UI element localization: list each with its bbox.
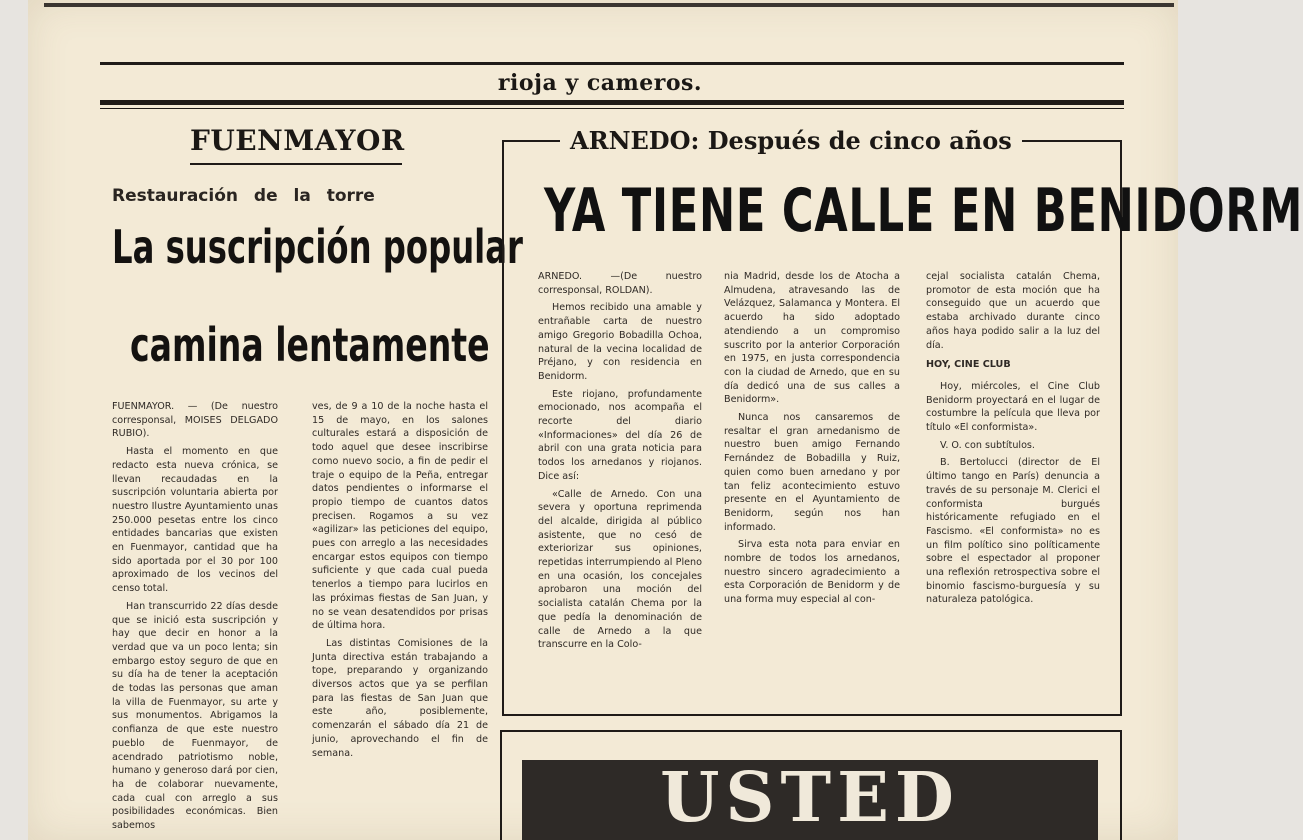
left-article-headline-line1: La suscripción popular: [112, 220, 523, 274]
paragraph: Sirva esta nota para enviar en nombre de todos los arnedanos, nuestro sincero agradecimiento a esta Corporación de Benidorm y de una forma muy especial al con-: [724, 539, 900, 606]
right-article-column-2: [724, 270, 900, 690]
paragraph: cejal socialista catalán Chema, promotor de esta moción que ha conseguido que un acuerdo que estaba archivado durante cinco años haya podido salir a la luz del día.: [926, 271, 1100, 351]
right-article-headline: YA TIENE CALLE EN BENIDORM: [544, 176, 1303, 246]
right-article-column-3: [926, 270, 1100, 690]
left-article-subhead: Restauración de la torre: [112, 186, 375, 206]
paragraph: Las distintas Comisiones de la Junta directiva están trabajando a tope, preparando y organizando diversos actos que ya se perfilan para las fiestas de San Juan que este año, posiblemente, comenzarán el sábado día 21 de junio, aprovechando el fin de semana.: [312, 637, 488, 759]
paragraph: Este riojano, profundamente emocionado, nos acompaña el recorte del diario «Informaciones» del día 26 de abril con una grata noticia para todos los arnedanos y riojanos. Dice así:: [538, 388, 702, 482]
paragraph: ARNEDO. —(De nuestro corresponsal, ROLDAN).: [538, 271, 702, 296]
left-article-headline-line2: camina lentamente: [130, 318, 490, 372]
paragraph: Hoy, miércoles, el Cine Club Benidorm proyectará en el lugar de costumbre la película que lleva por título «El conformista».: [926, 380, 1100, 434]
paragraph: Hasta el momento en que redacto esta nueva crónica, se llevan recaudadas en la suscripción voluntaria abierta por nuestro Ilustre Ayuntamiento unas 250.000 pesetas entre los cinco entidades bancarias que existen en Fuenmayor, cantidad que ha sido aportada por el 30 por 100 aproximado de los vecinos del censo total.: [112, 446, 278, 595]
paragraph: B. Bertolucci (director de El último tango en París) denuncia a través de su personaje M. Clerici el conformista burgués históricamente refugiado en el Fascismo. «El conformista» no es un film político sino políticamente sobre el espectador al proponer una reflexión retrospectiva sobre el binomio fascismo-burguesía y su naturaleza patológica.: [926, 457, 1100, 606]
right-article-kicker: ARNEDO: Después de cinco años: [560, 126, 1022, 155]
right-article-column-1: [538, 270, 702, 690]
left-article-column-2: [312, 400, 488, 840]
paragraph: Hemos recibido una amable y entrañable carta de nuestro amigo Gregorio Bobadilla Ochoa, natural de la vecina localidad de Préjano, y con residencia en Benidorm.: [538, 302, 702, 382]
paragraph: Nunca nos cansaremos de resaltar el gran arnedanismo de nuestro buen amigo Fernando Fernández de Bobadilla y Ruiz, quien como buen arnedano y por tan feliz acontecimiento estuvo presente en el Ayuntamiento de Benidorm, según nos han informado.: [724, 412, 900, 533]
subsection-heading: HOY, CINE CLUB: [926, 359, 1011, 371]
paragraph: ves, de 9 a 10 de la noche hasta el 15 de mayo, en los salones culturales estará a disposición de todo aquel que desee inscribirse como nuevo socio, a fin de pedir el traje o equipo de la Peña, entregar datos pendientes o informarse el propio tiempo de cuantos datos precisen. Rogamos a su vez «agilizar» las peticiones del equipo, pues con arreglo a las necesidades encargar estos equipos con tiempo suficiente y que cada cual pueda tenerlos a tiempo para lucirlos en las próximas fiestas de San Juan, y no se vean desatendidos por prisas de última hora.: [312, 401, 488, 632]
left-article-kicker: FUENMAYOR: [190, 124, 405, 157]
paragraph: V. O. con subtítulos.: [940, 439, 1035, 451]
paragraph: Han transcurrido 22 días desde que se inició esta suscripción y hay que decir en honor a la verdad que va un poco lenta; sin embargo estoy seguro de que en su día ha de tener la aceptación de todas las personas que aman la villa de Fuenmayor, su arte y sus monumentos. Abrigamos la confianza de que este nuestro pueblo de Fuenmayor, de acendrado patriotismo noble, humano y generoso dará por cien, ha de colaborar nuevamente, cada cual con arreglo a sus posibilidades económicas. Bien sabemos: [112, 600, 278, 832]
section-bottom-rule: [100, 100, 1124, 105]
section-top-rule: [100, 62, 1124, 65]
page-top-edge: [44, 3, 1174, 7]
kicker-underline: [190, 163, 402, 165]
left-article-column-1: [112, 400, 278, 840]
section-title: rioja y cameros.: [497, 70, 703, 96]
paragraph: nia Madrid, desde los de Atocha a Almudena, atravesando las de Velázquez, Salamanca y Montera. El acuerdo ha sido adoptado atendiendo a un compromiso suscrito por la anterior Corporación en 1975, en justa correspondencia con la ciudad de Arnedo, que en su día dedicó una de sus calles a Benidorm».: [724, 271, 900, 406]
paragraph: «Calle de Arnedo. Con una severa y oportuna reprimenda del alcalde, dirigida al público asistente, que no cesó de exteriorizar sus opiniones, repetidas interrumpiendo al Pleno en una ocasión, los concejales aprobaron una moción del socialista catalán Chema por la que pedía la denominación de calle de Arnedo a la que transcurre en la Colo-: [538, 488, 702, 651]
paragraph: FUENMAYOR. — (De nuestro corresponsal, MOISES DELGADO RUBIO).: [112, 401, 278, 440]
advertisement-text: USTED: [660, 758, 960, 838]
section-bottom-rule-thin: [100, 108, 1124, 109]
